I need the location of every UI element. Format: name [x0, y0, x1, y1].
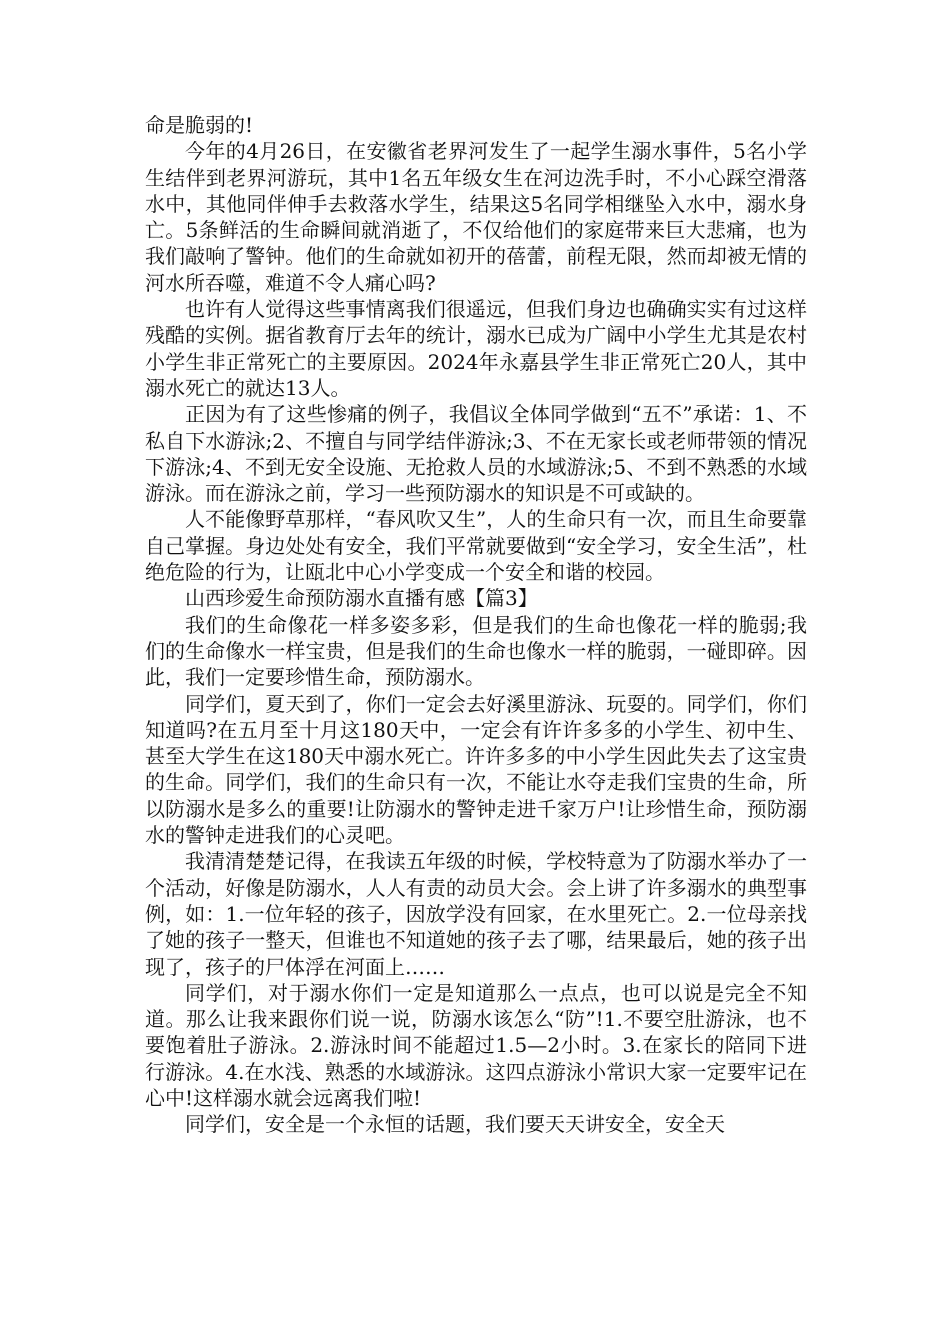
paragraph-3: 也许有人觉得这些事情离我们很遥远，但我们身边也确确实实有过这样残酷的实例。据省教育厅去年的统计，溺水已成为广阔中小学生尤其是农村小学生非正常死亡的主要原因。2024年永嘉县学生非正常死亡20人，其中溺水死亡的就达13人。: [145, 297, 807, 400]
paragraph-4: 正因为有了这些惨痛的例子，我倡议全体同学做到“五不”承诺：1、不私自下水游泳;2、不擅自与同学结伴游泳;3、不在无家长或老师带领的情况下游泳;4、不到无安全设施、无抢救人员的水域游泳;5、不到不熟悉的水域游泳。而在游泳之前，学习一些预防溺水的知识是不可或缺的。: [145, 402, 807, 506]
paragraph-6: 我们的生命像花一样多姿多彩，但是我们的生命也像花一样的脆弱;我们的生命像水一样宝贵，但是我们的生命也像水一样的脆弱，一碰即碎。因此，我们一定要珍惜生命，预防溺水。: [145, 612, 807, 690]
paragraph-10: 同学们，安全是一个永恒的话题，我们要天天讲安全，安全天: [185, 1112, 725, 1137]
paragraph-7: 同学们，夏天到了，你们一定会去好溪里游泳、玩耍的。同学们，你们知道吗?在五月至十月这180天中，一定会有许许多多的小学生、初中生、甚至大学生在这180天中溺水死亡。许许多多的中小学生因此失去了这宝贵的生命。同学们，我们的生命只有一次，不能让水夺走我们宝贵的生命，所以防溺水是多么的重要!让防溺水的警钟走进千家万户!让珍惜生命，预防溺水的警钟走进我们的心灵吧。: [145, 691, 807, 848]
document-page: [145, 112, 807, 1138]
section-heading: 山西珍爱生命预防溺水直播有感【篇3】: [185, 586, 538, 611]
paragraph-1: 命是脆弱的!: [145, 113, 254, 137]
paragraph-9: 同学们，对于溺水你们一定是知道那么一点点，也可以说是完全不知道。那么让我来跟你们说一说，防溺水该怎么“防”!1.不要空肚游泳，也不要饱着肚子游泳。2.游泳时间不能超过1.5—2小时。3.在家长的陪同下进行游泳。4.在水浅、熟悉的水域游泳。这四点游泳小常识大家一定要牢记在心中!这样溺水就会远离我们啦!: [145, 980, 807, 1110]
paragraph-2: 今年的4月26日，在安徽省老界河发生了一起学生溺水事件，5名小学生结伴到老界河游玩，其中1名五年级女生在河边洗手时，不小心踩空滑落水中，其他同伴伸手去救落水学生，结果这5名同学相继坠入水中，溺水身亡。5条鲜活的生命瞬间就消逝了，不仅给他们的家庭带来巨大悲痛，也为我们敲响了警钟。他们的生命就如初开的蓓蕾，前程无限，然而却被无情的河水所吞噬，难道不令人痛心吗?: [145, 139, 807, 295]
paragraph-5: 人不能像野草那样，“春风吹又生”，人的生命只有一次，而且生命要靠自己掌握。身边处处有安全，我们平常就要做到“安全学习，安全生活”，杜绝危险的行为，让瓯北中心小学变成一个安全和谐的校园。: [145, 507, 807, 585]
paragraph-8: 我清清楚楚记得，在我读五年级的时候，学校特意为了防溺水举办了一个活动，好像是防溺水，人人有责的动员大会。会上讲了许多溺水的典型事例，如：1.一位年轻的孩子，因放学没有回家，在水里死亡。2.一位母亲找了她的孩子一整天，但谁也不知道她的孩子去了哪，结果最后，她的孩子出现了，孩子的尸体浮在河面上……: [145, 849, 807, 979]
